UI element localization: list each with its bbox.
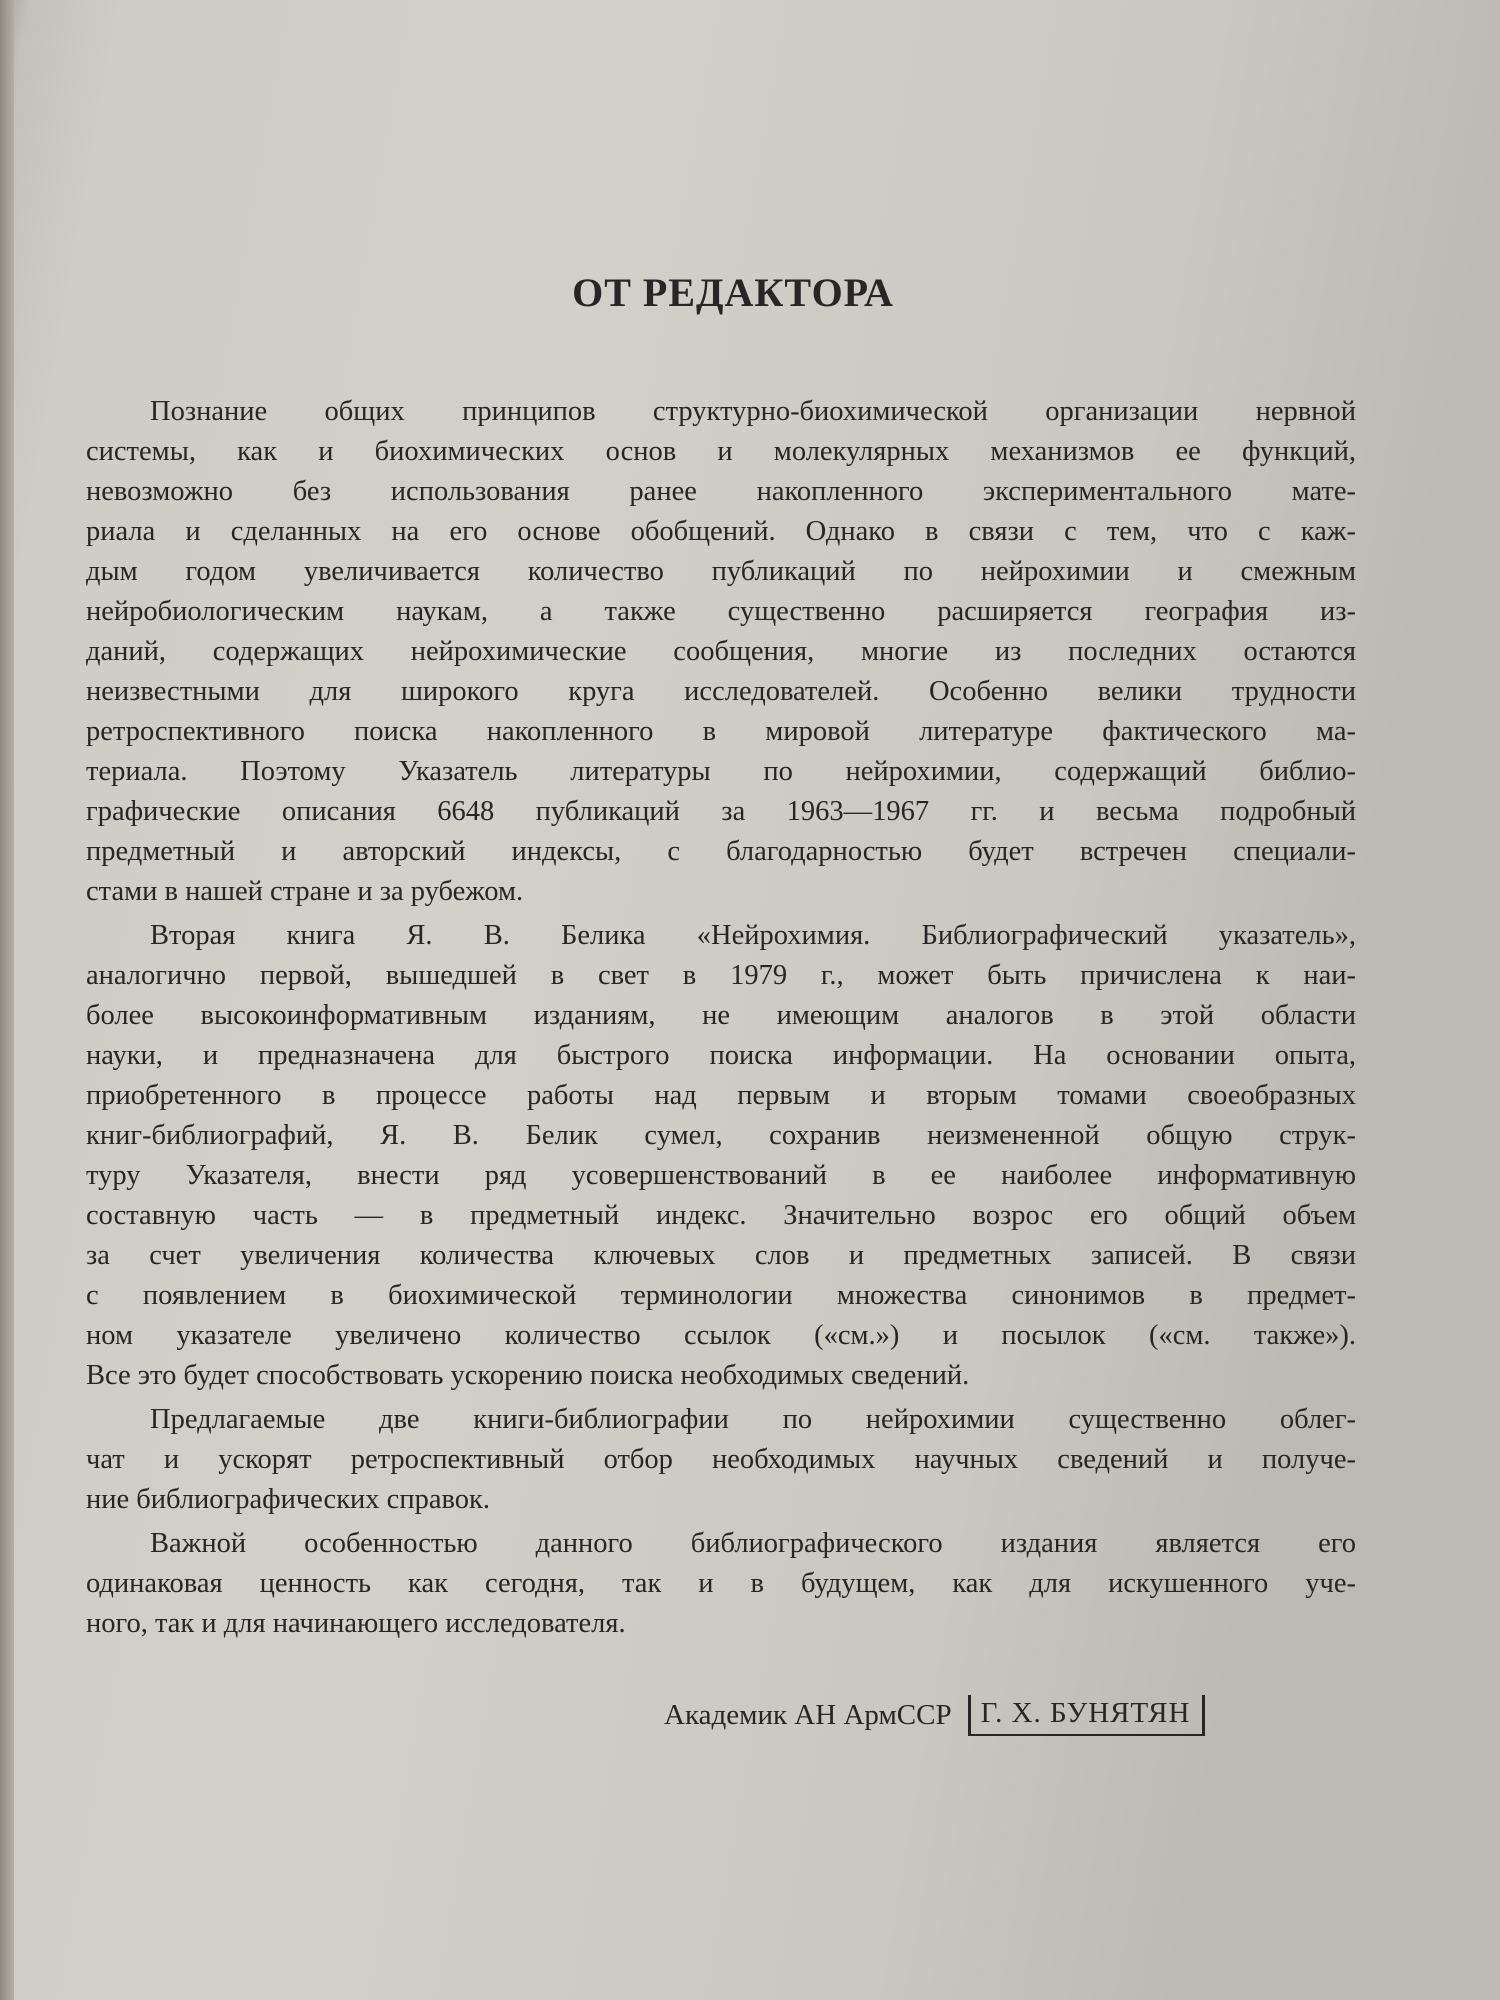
text-line: Предлагаемые две книги-библиографии по нейрохимии существенно облег- — [150, 1404, 1356, 1435]
text-line: нейробиологическим наукам, а также существенно расширяется география из- — [86, 596, 1356, 627]
text-line: более высокоинформативным изданиям, не имеющим аналогов в этой области — [86, 1000, 1356, 1031]
text-line: книг-библиографий, Я. В. Белик сумел, сохранив неизмененной общую струк- — [86, 1120, 1356, 1151]
text-line: ного, так и для начинающего исследователя. — [86, 1608, 626, 1639]
signature-name-mourning-frame: Г. Х. БУНЯТЯН — [968, 1695, 1206, 1736]
text-line: составную часть — в предметный индекс. Значительно возрос его общий объем — [86, 1200, 1356, 1231]
text-line: науки, и предназначена для быстрого поиска информации. На основании опыта, — [86, 1040, 1356, 1071]
paragraph — [86, 392, 1356, 912]
paragraph — [86, 1400, 1356, 1520]
text-line: Вторая книга Я. В. Белика «Нейрохимия. Библиографический указатель», — [150, 920, 1356, 951]
text-line: дым годом увеличивается количество публикаций по нейрохимии и смежным — [86, 556, 1356, 587]
text-line: неизвестными для широкого круга исследователей. Особенно велики трудности — [86, 676, 1356, 707]
text-line: невозможно без использования ранее накопленного экспериментального мате- — [86, 476, 1356, 507]
text-line: ном указателе увеличено количество ссылок («см.») и посылок («см. также»). — [86, 1320, 1356, 1351]
text-line: Важной особенностью данного библиографического издания является его — [150, 1528, 1356, 1559]
text-line: приобретенного в процессе работы над первым и вторым томами своеобразных — [86, 1080, 1356, 1111]
text-line: предметный и авторский индексы, с благодарностью будет встречен специали- — [86, 836, 1356, 867]
text-line: риала и сделанных на его основе обобщений. Однако в связи с тем, что с каж- — [86, 516, 1356, 547]
text-line: с появлением в биохимической терминологии множества синонимов в предмет- — [86, 1280, 1356, 1311]
signature — [664, 1695, 1205, 1736]
editor-foreword-body — [86, 392, 1356, 1646]
paragraph — [86, 1524, 1356, 1644]
text-line: ретроспективного поиска накопленного в мировой литературе фактического ма- — [86, 716, 1356, 747]
paragraph — [86, 916, 1356, 1396]
text-line: за счет увеличения количества ключевых слов и предметных записей. В связи — [86, 1240, 1356, 1271]
text-line: даний, содержащих нейрохимические сообщения, многие из последних остаются — [86, 636, 1356, 667]
text-line: териала. Поэтому Указатель литературы по нейрохимии, содержащий библио- — [86, 756, 1356, 787]
text-line: чат и ускорят ретроспективный отбор необходимых научных сведений и получе- — [86, 1444, 1356, 1475]
text-line: туру Указателя, внести ряд усовершенствований в ее наиболее информативную — [86, 1160, 1356, 1191]
text-line: графические описания 6648 публикаций за 1963—1967 гг. и весьма подробный — [86, 796, 1356, 827]
text-line: стами в нашей стране и за рубежом. — [86, 876, 524, 907]
text-line: ние библиографических справок. — [86, 1484, 490, 1515]
text-line: одинаковая ценность как сегодня, так и в будущем, как для искушенного уче- — [86, 1568, 1356, 1599]
signature-title: Академик АН АрмССР — [664, 1699, 952, 1731]
text-line: Все это будет способствовать ускорению поиска необходимых сведений. — [86, 1360, 970, 1391]
text-line: Познание общих принципов структурно-биохимической организации нервной — [150, 396, 1356, 427]
page-title: ОТ РЕДАКТОРА — [572, 269, 894, 315]
text-line: аналогично первой, вышедшей в свет в 1979 г., может быть причислена к наи- — [86, 960, 1356, 991]
text-line: системы, как и биохимических основ и молекулярных механизмов ее функций, — [86, 436, 1356, 467]
